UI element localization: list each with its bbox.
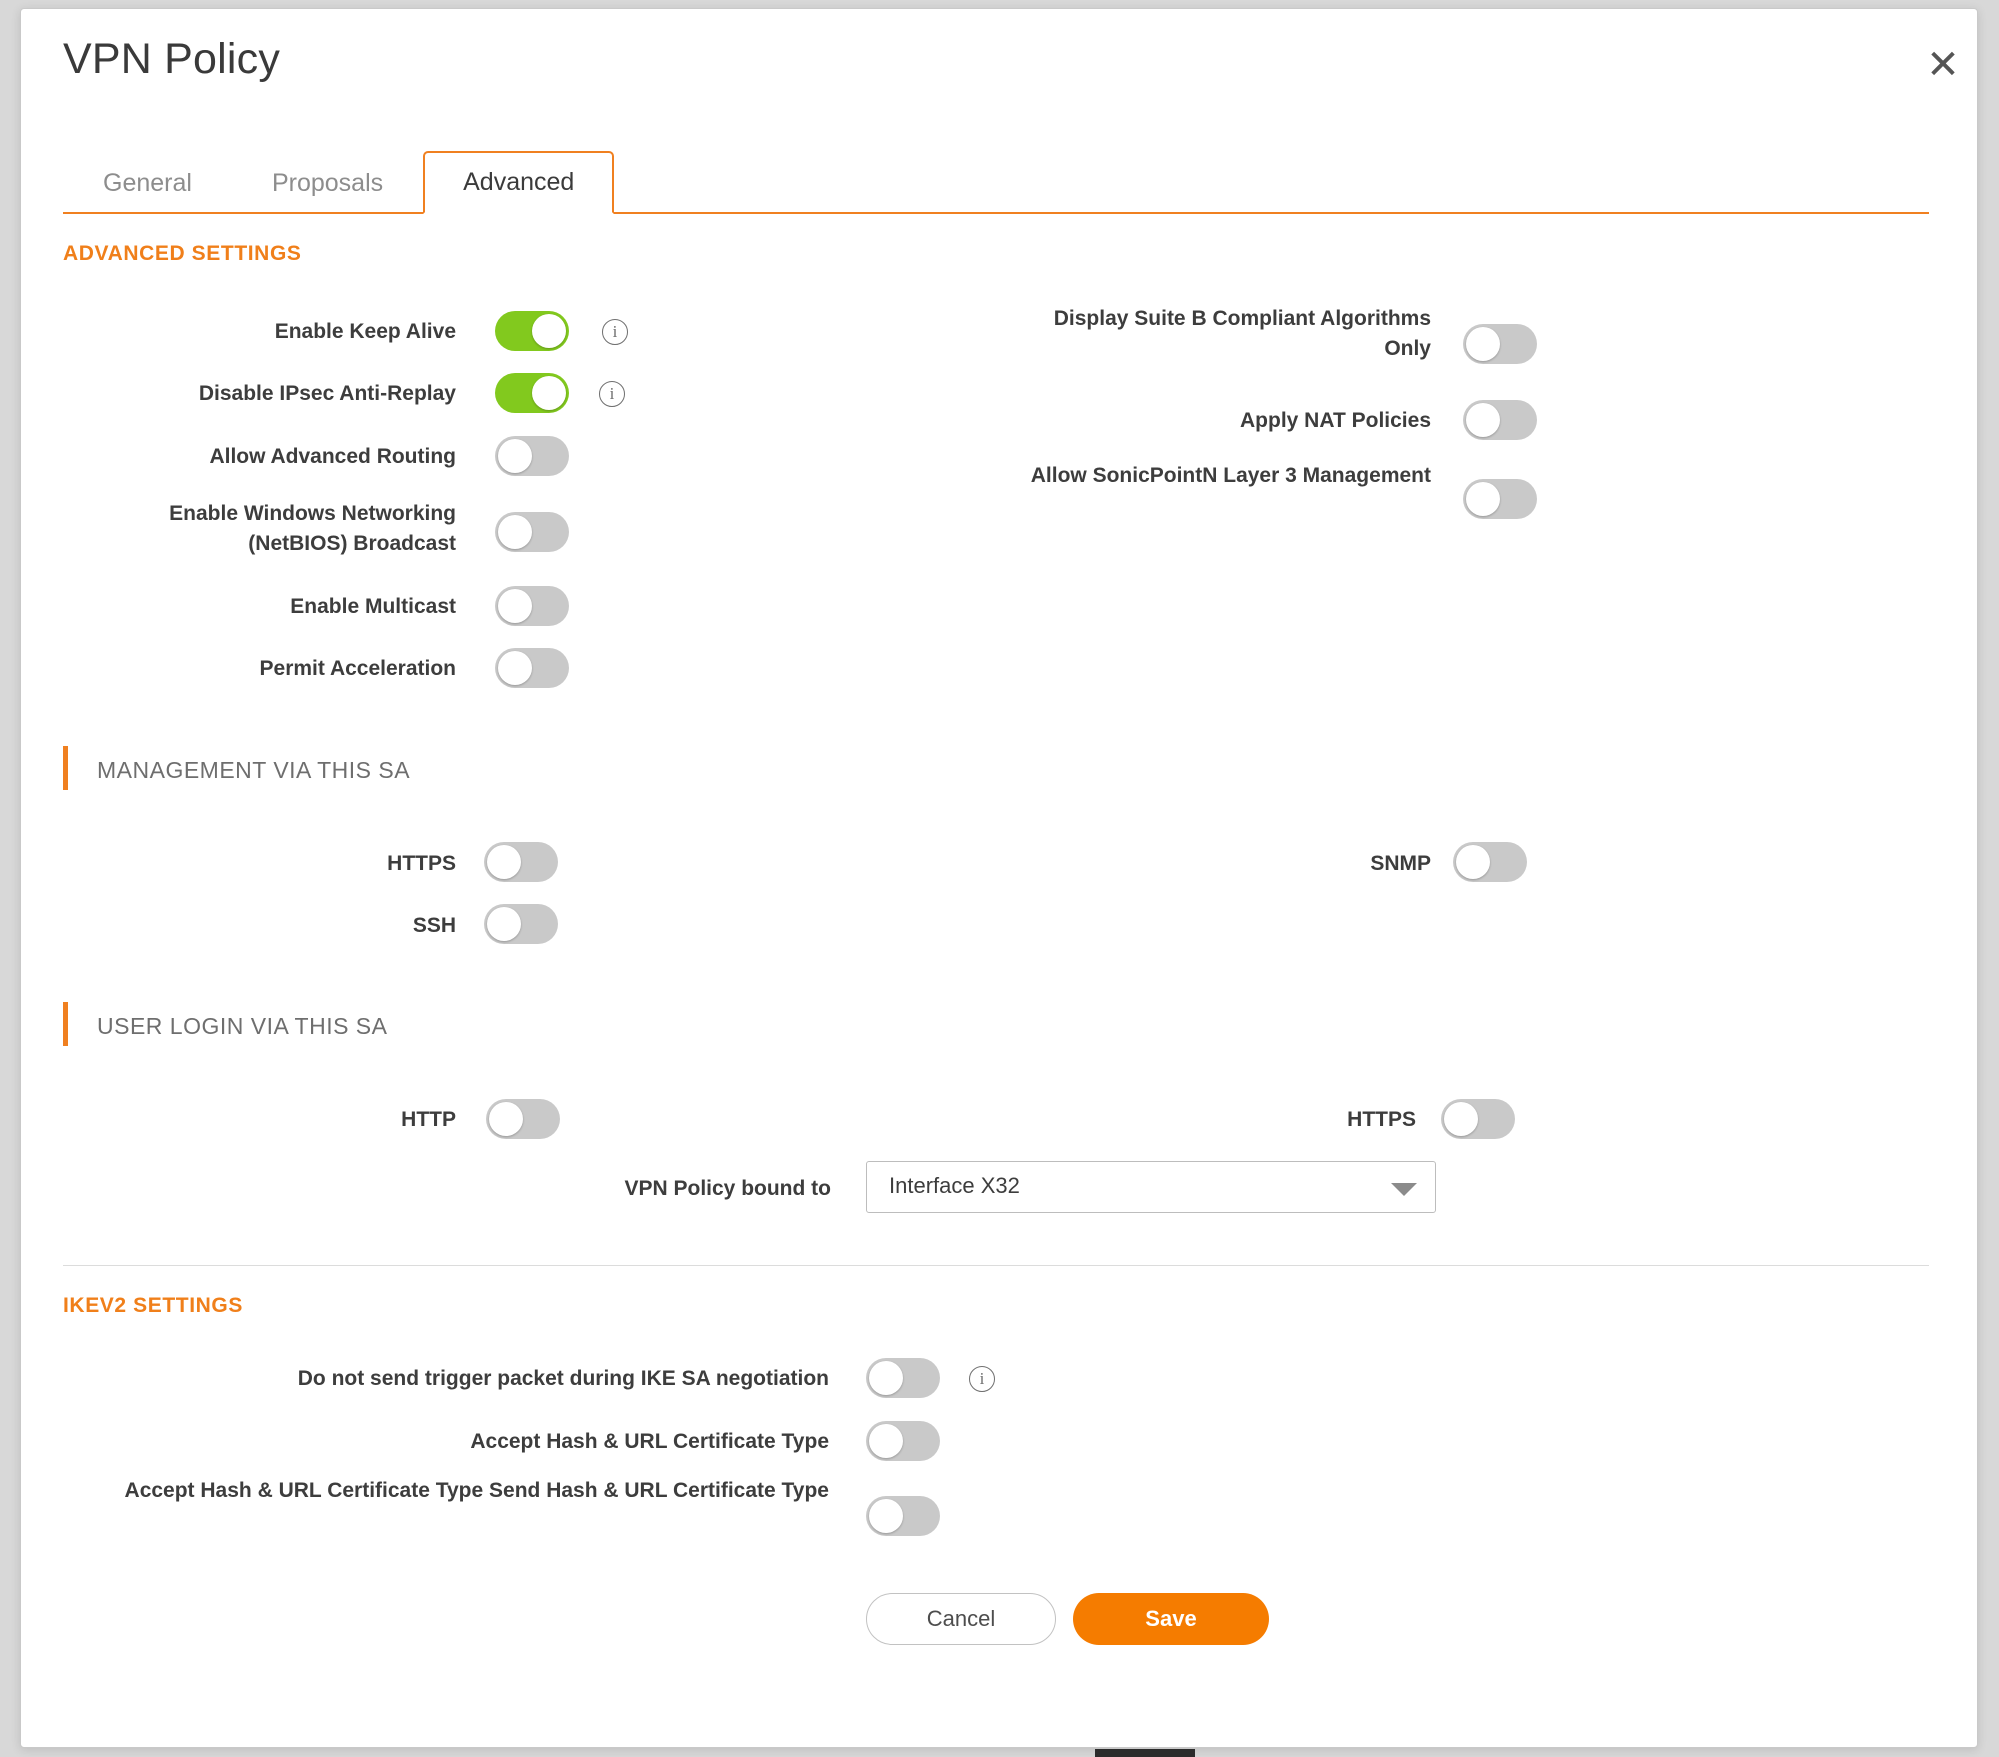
label-do-not-send-trigger-packet: Do not send trigger packet during IKE SA negotiation (297, 1367, 829, 1390)
toggle-enable-netbios-broadcast[interactable] (495, 512, 569, 552)
tab-bar (63, 151, 1929, 214)
toggle-knob (532, 314, 566, 348)
toggle-knob (487, 845, 521, 879)
label-enable-keep-alive: Enable Keep Alive (274, 320, 456, 343)
ikev2-settings-heading: IKEV2 SETTINGS (63, 1294, 243, 1317)
toggle-knob (1466, 482, 1500, 516)
label-allow-sonicpointn-l3-mgmt: Allow SonicPointN Layer 3 Management (1030, 464, 1431, 487)
info-icon-disable-ipsec-anti-replay[interactable]: i (599, 381, 625, 407)
info-icon-enable-keep-alive[interactable]: i (602, 319, 628, 345)
toggle-knob (869, 1424, 903, 1458)
close-icon[interactable]: ✕ (1926, 42, 1960, 88)
toggle-knob (498, 589, 532, 623)
toggle-user-login-https[interactable] (1441, 1099, 1515, 1139)
toggle-knob (498, 651, 532, 685)
toggle-accept-send-hash-url-cert-type[interactable] (866, 1496, 940, 1536)
management-sa-heading: MANAGEMENT VIA THIS SA (97, 757, 411, 783)
toggle-management-ssh[interactable] (484, 904, 558, 944)
toggle-disable-ipsec-anti-replay[interactable] (495, 373, 569, 413)
toggle-knob (869, 1499, 903, 1533)
vpn-policy-bound-to-select[interactable] (866, 1161, 1436, 1213)
label-enable-multicast: Enable Multicast (290, 595, 456, 618)
toggle-knob (1466, 327, 1500, 361)
toggle-management-https[interactable] (484, 842, 558, 882)
toggle-management-snmp[interactable] (1453, 842, 1527, 882)
tab-proposals[interactable]: Proposals (271, 169, 384, 197)
label-apply-nat-policies: Apply NAT Policies (1240, 409, 1431, 432)
toggle-user-login-http[interactable] (486, 1099, 560, 1139)
toggle-knob (532, 376, 566, 410)
toggle-accept-hash-url-cert-type[interactable] (866, 1421, 940, 1461)
page-title: VPN Policy (63, 35, 281, 83)
label-user-login-http: HTTP (401, 1108, 456, 1131)
chevron-down-icon (1391, 1183, 1417, 1196)
label-allow-advanced-routing: Allow Advanced Routing (209, 445, 456, 468)
toggle-enable-multicast[interactable] (495, 586, 569, 626)
toggle-knob (1466, 403, 1500, 437)
vpn-policy-bound-to-value: Interface X32 (889, 1173, 1020, 1198)
toggle-display-suite-b[interactable] (1463, 324, 1537, 364)
user-login-sa-heading: USER LOGIN VIA THIS SA (97, 1013, 388, 1039)
toggle-do-not-send-trigger-packet[interactable] (866, 1358, 940, 1398)
toggle-allow-advanced-routing[interactable] (495, 436, 569, 476)
cancel-button[interactable]: Cancel (866, 1593, 1056, 1645)
toggle-knob (1444, 1102, 1478, 1136)
label-management-snmp: SNMP (1370, 852, 1431, 875)
label-vpn-policy-bound-to: VPN Policy bound to (624, 1177, 831, 1200)
tab-advanced[interactable]: Advanced (423, 151, 614, 214)
toggle-knob (498, 515, 532, 549)
save-button[interactable]: Save (1073, 1593, 1269, 1645)
toggle-apply-nat-policies[interactable] (1463, 400, 1537, 440)
toggle-permit-acceleration[interactable] (495, 648, 569, 688)
label-display-suite-b: Display Suite B Compliant Algorithms Only (1053, 307, 1431, 360)
info-icon-do-not-send-trigger-packet[interactable]: i (969, 1366, 995, 1392)
toggle-knob (1456, 845, 1490, 879)
toggle-knob (487, 907, 521, 941)
toggle-allow-sonicpointn-l3-mgmt[interactable] (1463, 479, 1537, 519)
label-enable-netbios-broadcast: Enable Windows Networking (NetBIOS) Broadcast (169, 502, 456, 555)
toggle-knob (869, 1361, 903, 1395)
toggle-knob (489, 1102, 523, 1136)
label-management-https: HTTPS (387, 852, 456, 875)
taskbar-strip (1095, 1749, 1195, 1757)
divider (63, 1265, 1929, 1266)
label-accept-send-hash-url-cert-type: Accept Hash & URL Certificate Type Send Hash & URL Certificate Type (124, 1479, 829, 1502)
label-management-ssh: SSH (412, 914, 456, 937)
label-permit-acceleration: Permit Acceleration (259, 657, 456, 680)
tab-general[interactable]: General (103, 169, 192, 197)
management-sa-accent-bar (63, 746, 68, 790)
label-disable-ipsec-anti-replay: Disable IPsec Anti-Replay (198, 382, 456, 405)
label-accept-hash-url-cert-type: Accept Hash & URL Certificate Type (470, 1430, 829, 1453)
toggle-knob (498, 439, 532, 473)
toggle-enable-keep-alive[interactable] (495, 311, 569, 351)
label-user-login-https: HTTPS (1347, 1108, 1416, 1131)
advanced-settings-heading: ADVANCED SETTINGS (63, 242, 302, 265)
vpn-policy-dialog (20, 8, 1978, 1748)
user-login-sa-accent-bar (63, 1002, 68, 1046)
